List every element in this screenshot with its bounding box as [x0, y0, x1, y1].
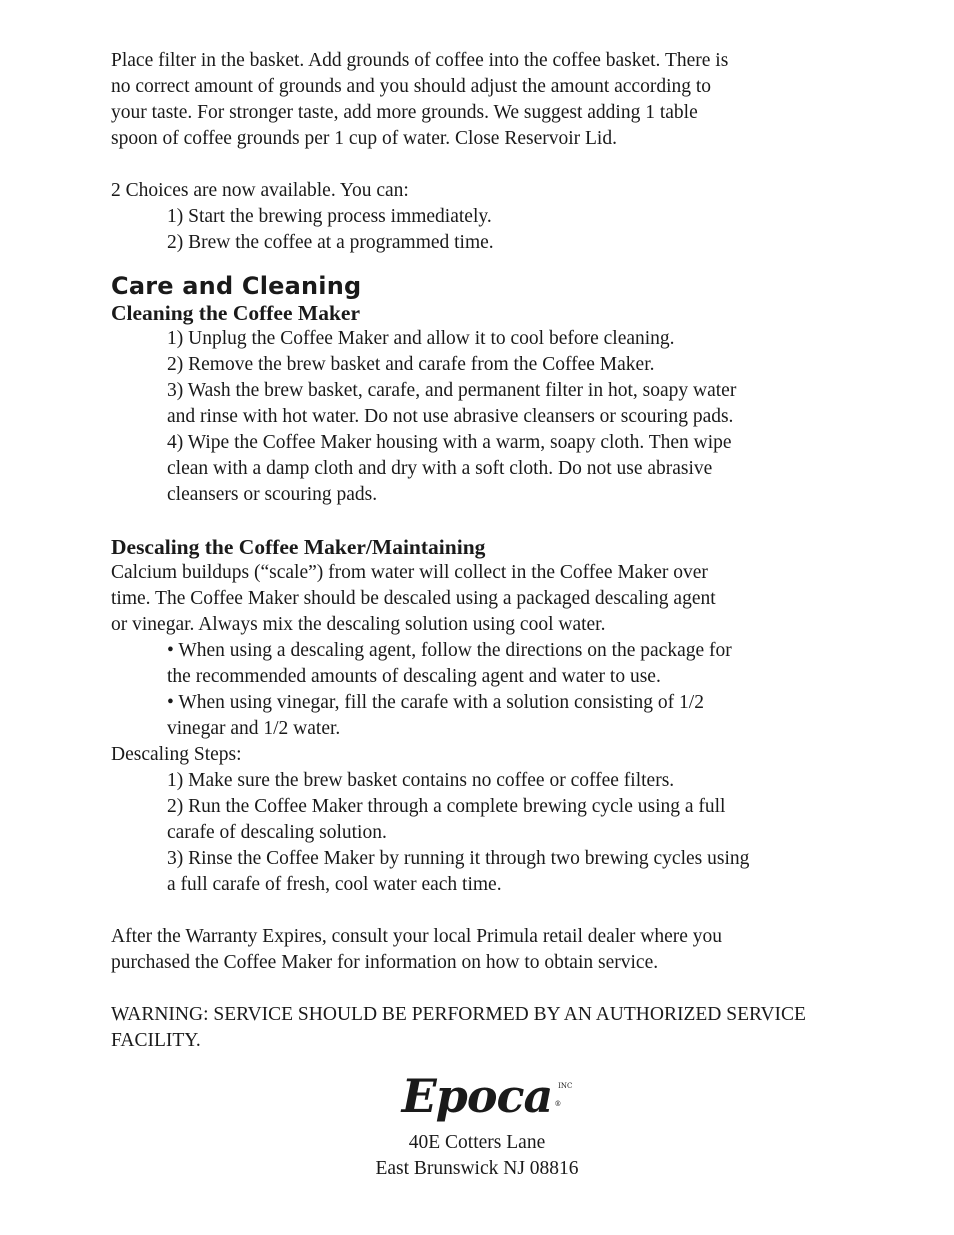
descaling-step: 3) Rinse the Coffee Maker by running it through two brewing cycles using: [167, 848, 750, 869]
address-line-1: 40E Cotters Lane: [408, 1132, 546, 1153]
intro-line: spoon of coffee grounds per 1 cup of water. Close Reservoir Lid.: [111, 128, 617, 149]
descaling-intro-line: or vinegar. Always mix the descaling solution using cool water.: [111, 614, 606, 635]
descaling-intro-line: Calcium buildups (“scale”) from water will collect in the Coffee Maker over: [111, 562, 708, 583]
spacer: [111, 508, 846, 534]
cleaning-step: clean with a damp cloth and dry with a soft cloth. Do not use abrasive: [167, 458, 713, 479]
spacer: [111, 152, 846, 178]
warning-line: FACILITY.: [111, 1030, 201, 1051]
cleaning-step: 3) Wash the brew basket, carafe, and permanent filter in hot, soapy water: [167, 380, 737, 401]
care-heading: Care and Cleaning: [111, 272, 362, 300]
descaling-step: carafe of descaling solution.: [167, 822, 387, 843]
logo-text: Epoca: [401, 1069, 553, 1123]
descaling-steps-label: Descaling Steps:: [111, 744, 242, 765]
descaling-bullet: • When using a descaling agent, follow the directions on the package for: [167, 640, 732, 661]
choice-item: 2) Brew the coffee at a programmed time.: [167, 232, 494, 253]
choice-item: 1) Start the brewing process immediately.: [167, 206, 492, 227]
logo-suffix: INC: [558, 1082, 573, 1090]
registered-mark: ®: [554, 1100, 561, 1108]
intro-line: your taste. For stronger taste, add more grounds. We suggest adding 1 table: [111, 102, 698, 123]
manual-page: [111, 48, 846, 1054]
spacer: [111, 898, 846, 924]
warning-line: WARNING: SERVICE SHOULD BE PERFORMED BY AN AUTHORIZED SERVICE: [111, 1004, 806, 1025]
descaling-heading: Descaling the Coffee Maker/Maintaining: [111, 535, 486, 559]
cleaning-step: cleansers or scouring pads.: [167, 484, 378, 505]
intro-line: no correct amount of grounds and you should adjust the amount according to: [111, 76, 712, 97]
warranty-line: After the Warranty Expires, consult your local Primula retail dealer where you: [111, 926, 723, 947]
choices-lead: 2 Choices are now available. You can:: [111, 180, 409, 201]
cleaning-step: and rinse with hot water. Do not use abrasive cleansers or scouring pads.: [167, 406, 734, 427]
descaling-step: 1) Make sure the brew basket contains no coffee or coffee filters.: [167, 770, 675, 791]
warranty-line: purchased the Coffee Maker for information on how to obtain service.: [111, 952, 659, 973]
intro-line: Place filter in the basket. Add grounds of coffee into the coffee basket. There is: [111, 50, 729, 71]
descaling-bullet: • When using vinegar, fill the carafe with a solution consisting of 1/2: [167, 692, 704, 713]
descaling-bullet: the recommended amounts of descaling agent and water to use.: [167, 666, 661, 687]
epoca-logo: [401, 1068, 573, 1124]
descaling-step: 2) Run the Coffee Maker through a complete brewing cycle using a full: [167, 796, 726, 817]
address-line-2: East Brunswick NJ 08816: [375, 1158, 579, 1179]
company-address: [0, 1130, 954, 1182]
cleaning-step: 1) Unplug the Coffee Maker and allow it to cool before cleaning.: [167, 328, 675, 349]
descaling-step: a full carafe of fresh, cool water each time.: [167, 874, 502, 895]
spacer: [111, 976, 846, 1002]
cleaning-heading: Cleaning the Coffee Maker: [111, 301, 360, 325]
descaling-bullet: vinegar and 1/2 water.: [167, 718, 341, 739]
brand-logo-area: [0, 1068, 954, 1124]
cleaning-step: 2) Remove the brew basket and carafe from the Coffee Maker.: [167, 354, 655, 375]
descaling-intro-line: time. The Coffee Maker should be descaled using a packaged descaling agent: [111, 588, 716, 609]
cleaning-step: 4) Wipe the Coffee Maker housing with a warm, soapy cloth. Then wipe: [167, 432, 732, 453]
